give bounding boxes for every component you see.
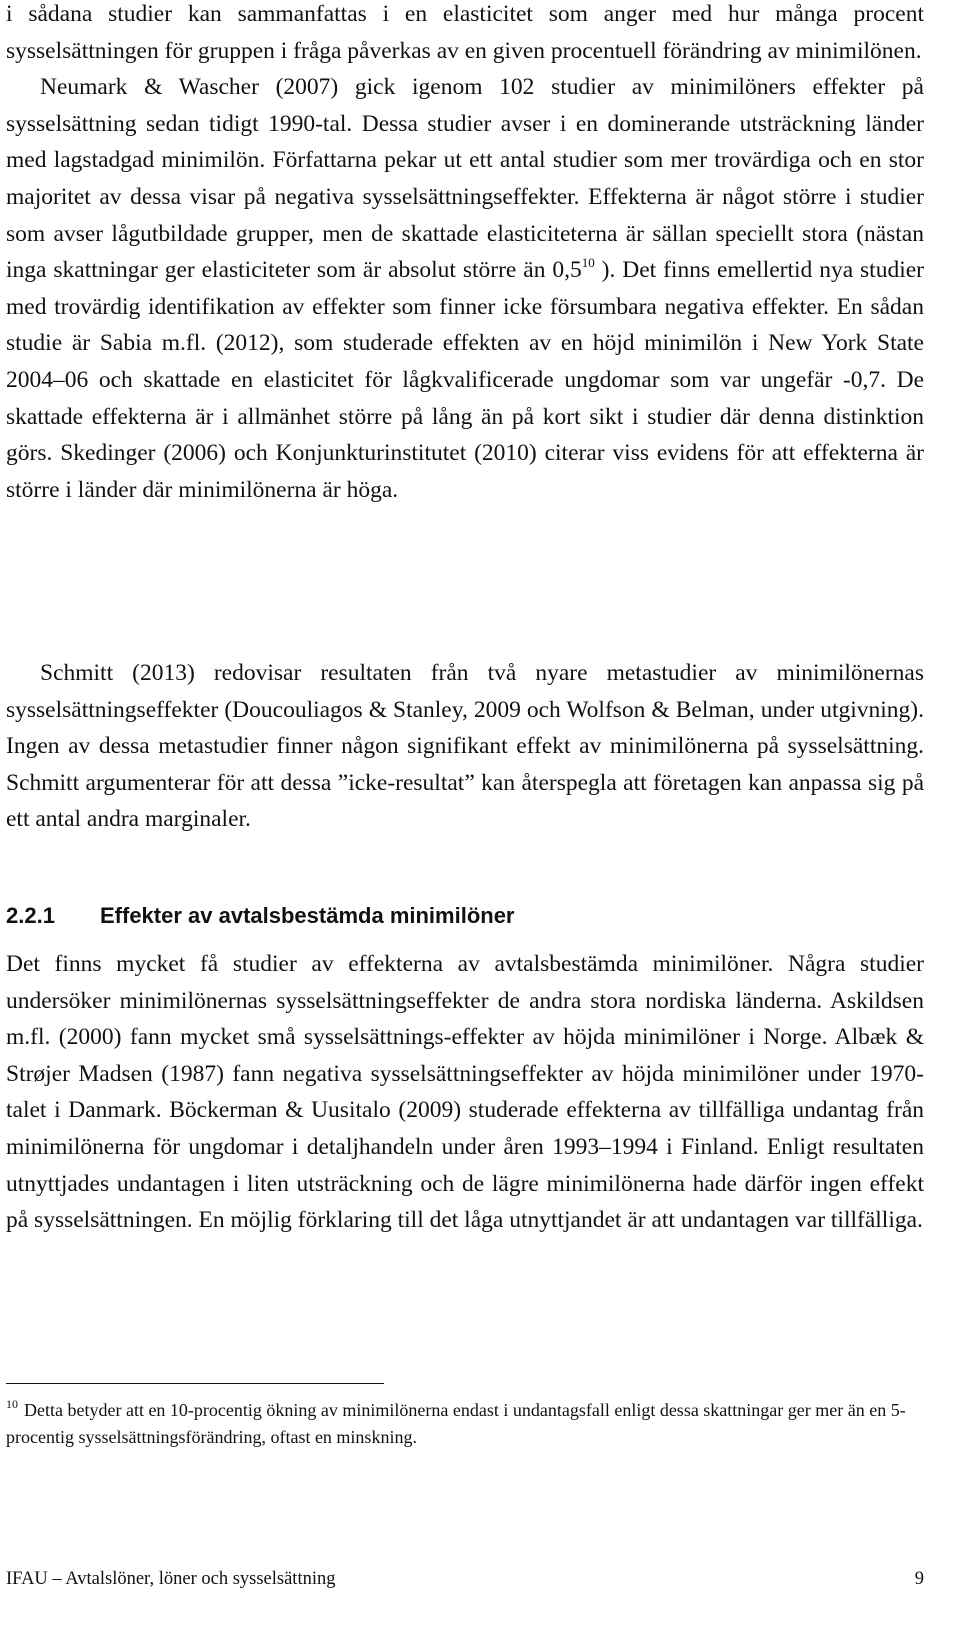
section-number: 2.2.1 bbox=[6, 903, 55, 928]
footnote-mark: 10 bbox=[6, 1397, 18, 1411]
footnote-text: Detta betyder att en 10-procentig ökning av minimilönerna endast i undantagsfall enligt dessa skattningar ger mer än en 5-procentig sysselsättningsförändring, oftast en minskning. bbox=[6, 1400, 906, 1447]
paragraph-text: ). Det finns emellertid nya studier med trovärdig identifikation av effekter som finner icke försumbara negativa effekter. En sådan studie är Sabia m.fl. (2012), som studerade effekten av en höjd minimilön i New York State 2004–06 och skattade en elasticitet för lågkvalificerade ungdomar som var ungefär -0,7. De skattade effekterna är i allmänhet större på lång än på kort sikt i studier där denna distinktion görs. Skedinger (2006) och Konjunkturinstitutet (2010) citerar viss evidens för att effekterna är större i länder där minimilönerna är höga. bbox=[6, 257, 924, 503]
paragraph-continued: i sådana studier kan sammanfattas i en elasticitet som anger med hur många procent sysselsättningen för gruppen i fråga påverkas av en given procentuell förändring av minimilönen. bbox=[6, 1, 924, 64]
footnote-divider bbox=[6, 1383, 384, 1384]
footer-title: IFAU – Avtalslöner, löner och sysselsättning bbox=[6, 1569, 336, 1589]
text-block-1 bbox=[6, 0, 924, 508]
paragraph-neumark-wascher bbox=[6, 69, 924, 508]
text-block-2 bbox=[6, 655, 924, 838]
paragraph-text: Neumark & Wascher (2007) gick igenom 102 studier av minimilöners effekter på sysselsättning sedan tidigt 1990-tal. Dessa studier avser i en dominerande utsträckning länder med lagstadgad minimilön. Författarna pekar ut ett antal studier som mer trovärdiga och en stor majoritet av dessa visar på negativa sysselsättningseffekter. Effekterna är något större i studier som avser lågutbildade grupper, men de skattade elasticiteterna är sällan speciellt stora (nästan inga skattningar ger elasticiteter som är absolut större än 0,5 bbox=[6, 74, 924, 284]
footnote bbox=[6, 1397, 924, 1451]
text-block-3 bbox=[6, 946, 924, 1239]
section-heading bbox=[6, 901, 515, 931]
footnote-reference[interactable]: 10 bbox=[581, 255, 595, 271]
section-title: Effekter av avtalsbestämda minimilöner bbox=[100, 903, 515, 928]
paragraph-schmitt: Schmitt (2013) redovisar resultaten från två nyare metastudier av minimilönernas sysselsättningseffekter (Doucouliagos & Stanley, 2009 och Wolfson & Belman, under utgivning). Ingen av dessa metastudier finner någon signifikant effekt av minimilönerna på sysselsättning. Schmitt argumenterar för att dessa ”icke-resultat” kan återspegla att företagen kan anpassa sig på ett antal andra marginaler. bbox=[6, 660, 924, 833]
paragraph-avtalsbestamda: Det finns mycket få studier av effekterna av avtalsbestämda minimilöner. Några studier undersöker minimilönernas sysselsättningseffekter de andra stora nordiska länderna. Askildsen m.fl. (2000) fann mycket små sysselsättnings-effekter av höjda minimilöner i Norge. Albæk & Strøjer Madsen (1987) fann negativa sysselsättningseffekter av höjda minimilöner under 1970-talet i Danmark. Böckerman & Uusitalo (2009) studerade effekterna av tillfälliga undantag från minimilönerna för ungdomar i detaljhandeln under åren 1993–1994 i Finland. Enligt resultaten utnyttjades undantagen i liten utsträckning och de lägre minimilönerna hade därför ingen effekt på sysselsättningen. En möjlig förklaring till det låga utnyttjandet är att undantagen var tillfälliga. bbox=[6, 951, 924, 1234]
page-number: 9 bbox=[914, 1569, 924, 1589]
page-footer bbox=[6, 1566, 924, 1592]
